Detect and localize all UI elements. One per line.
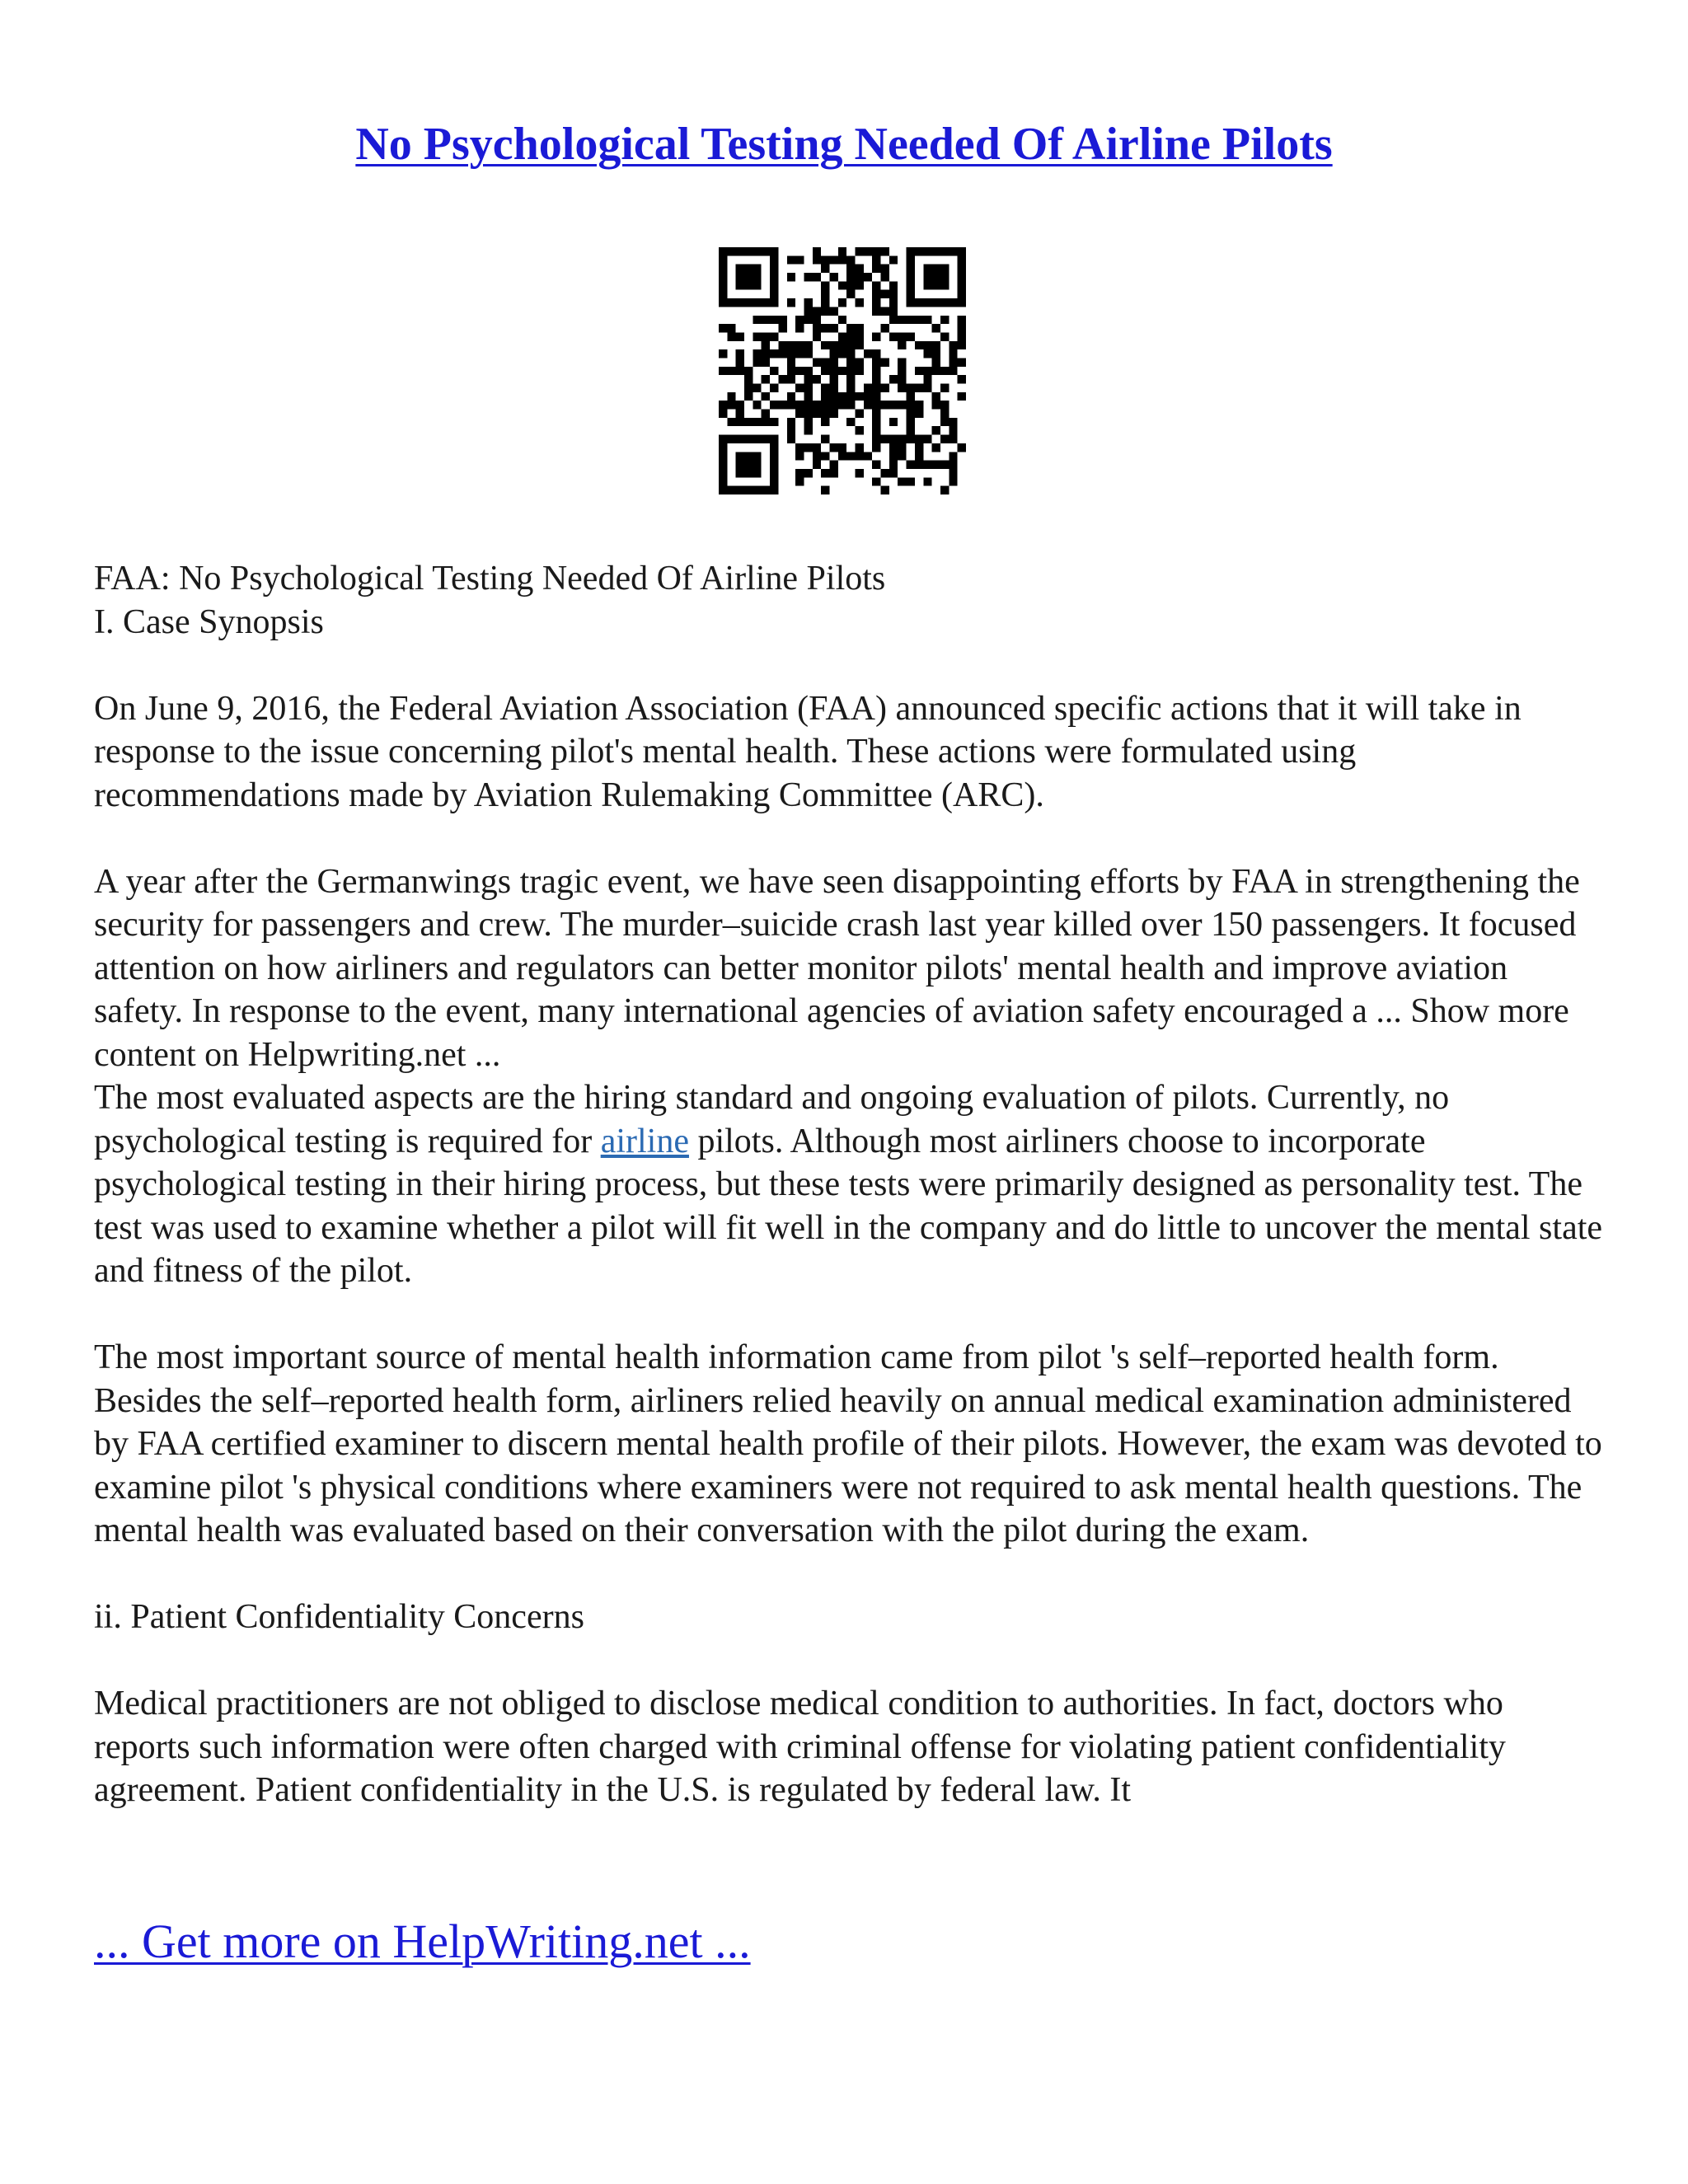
title-link[interactable]: No Psychological Testing Needed Of Airline Pilots	[355, 119, 1333, 170]
paragraph-3-text-before: The most evaluated aspects are the hiring standard and ongoing evaluation of pilots. Currently, no psychological testing is required for	[94, 1079, 1450, 1160]
section-heading-confidentiality: ii. Patient Confidentiality Concerns	[94, 1598, 584, 1636]
get-more-link-container	[94, 1912, 751, 1971]
airline-link[interactable]: airline	[600, 1122, 689, 1160]
paragraph-1: On June 9, 2016, the Federal Aviation Association (FAA) announced specific actions that it will take in response to the issue concerning pilot's mental health. These actions were formulated using recommendations made by Aviation Rulemaking Committee (ARC).	[94, 689, 1522, 814]
section-heading-case-synopsis: I. Case Synopsis	[94, 602, 324, 641]
article-body	[94, 557, 1602, 1812]
qr-code-icon	[719, 247, 966, 494]
header-line-1: FAA: No Psychological Testing Needed Of Airline Pilots	[94, 560, 886, 598]
paragraph-3-text-after: pilots. Although most airliners choose to incorporate psychological testing in their hiring process, but these tests were primarily designed as personality test. The test was used to examine whether a pilot will fit well in the company and do little to uncover the mental state and fitness of the pilot.	[94, 1122, 1603, 1290]
page-title	[0, 115, 1688, 173]
paragraph-5: Medical practitioners are not obliged to disclose medical condition to authorities. In fact, doctors who reports such information were often charged with criminal offense for violating patient confidentiality agreement. Patient confidentiality in the U.S. is regulated by federal law. It	[94, 1685, 1506, 1809]
paragraph-2: A year after the Germanwings tragic event, we have seen disappointing efforts by FAA in strengthening the security for passengers and crew. The murder–suicide crash last year killed over 150 passengers. It focused attention on how airliners and regulators can better monitor pilots' mental health and improve aviation safety. In response to the event, many international agencies of aviation safety encouraged a ... Show more content on Helpwriting.net ...	[94, 862, 1580, 1074]
paragraph-4: The most important source of mental health information came from pilot 's self–reported health form. Besides the self–reported health form, airliners relied heavily on annual medical examination administered by FAA certified examiner to discern mental health profile of their pilots. However, the exam was devoted to examine pilot 's physical conditions where examiners were not required to ask mental health questions. The mental health was evaluated based on their conversation with the pilot during the exam.	[94, 1338, 1602, 1549]
get-more-link[interactable]: ... Get more on HelpWriting.net ...	[94, 1915, 751, 1968]
paragraph-3	[94, 1076, 1602, 1293]
